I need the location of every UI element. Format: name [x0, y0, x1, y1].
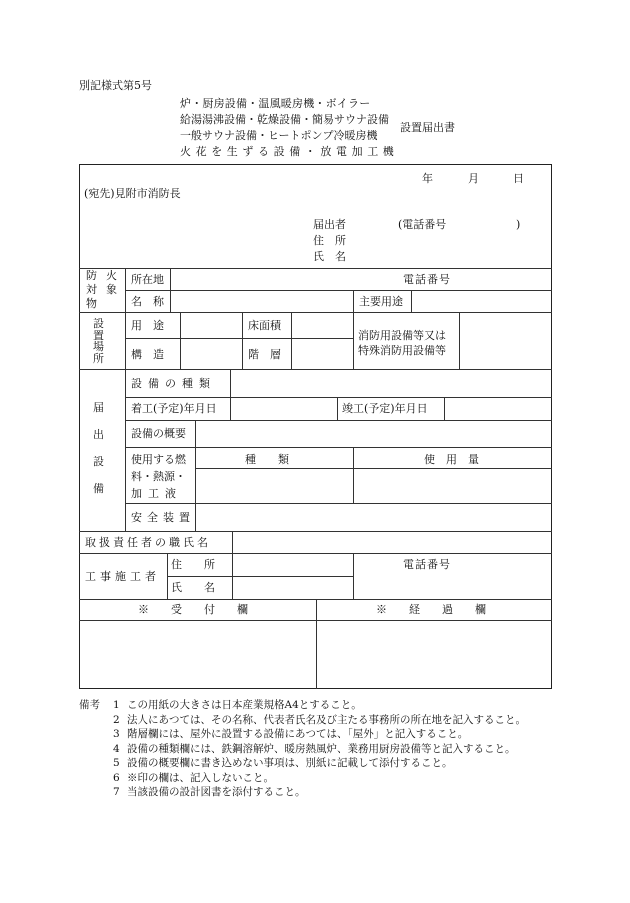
target-name-label: 名 称 — [131, 295, 164, 308]
row-divider — [125, 338, 353, 339]
row-divider — [125, 397, 552, 398]
fire-equipment-label-2: 特殊消防用設備等 — [358, 344, 446, 357]
notifier-name-label: 氏 名 — [313, 250, 346, 263]
col-divider — [444, 397, 445, 420]
note-item: 7 当該設備の設計図書を添付すること。 — [113, 786, 306, 798]
row-divider — [79, 553, 552, 554]
col-divider — [232, 531, 233, 553]
col-divider — [459, 312, 460, 369]
equipment-line-2: 給湯湯沸設備・乾燥設備・簡易サウナ設備 — [180, 113, 389, 126]
note-item: 備考 1 この用紙の大きさは日本産業規格A4とすること。 — [79, 699, 362, 711]
col-divider — [230, 397, 231, 420]
completion-date-label: 竣工(予定)年月日 — [342, 402, 428, 415]
date-year-label: 年 — [422, 172, 433, 185]
target-main-use-label: 主要用途 — [359, 295, 403, 308]
notes — [79, 698, 559, 800]
row-divider — [125, 503, 552, 504]
row-divider — [79, 312, 552, 313]
target-label-3: 物 — [86, 297, 97, 310]
col-divider — [353, 447, 354, 503]
place-floor-label: 階 層 — [248, 348, 281, 361]
contractor-phone-label: 電話番号 — [403, 558, 451, 571]
contractor-name-label: 氏 名 — [171, 581, 215, 594]
place-structure-label: 構 造 — [131, 348, 164, 361]
equipment-line-4: 火花を生ずる設備・放電加工機 — [180, 145, 399, 158]
progress-column-header: ※ 経 過 欄 — [376, 603, 486, 616]
fuel-label-3: 加工液 — [131, 487, 182, 500]
fuel-label-2: 料・熱源・ — [131, 470, 186, 483]
notes-lead: 備考 — [79, 699, 100, 711]
target-location-label: 所在地 — [131, 273, 164, 286]
col-divider — [195, 420, 196, 531]
notifier-label: 届出者 — [313, 218, 346, 231]
addressee: (宛先)見附市消防長 — [84, 187, 181, 200]
col-divider — [125, 268, 126, 531]
col-divider — [316, 599, 317, 689]
row-divider — [125, 420, 552, 421]
note-item: 3 階層欄には、屋外に設置する設備にあつては、「屋外」と記入すること。 — [113, 728, 469, 740]
row-divider — [79, 268, 552, 269]
date-day-label: 日 — [513, 172, 524, 185]
col-divider — [167, 553, 168, 599]
manager-label: 取扱責任者の職氏名 — [85, 536, 211, 549]
row-divider — [195, 468, 552, 469]
target-label-1: 防火 — [86, 269, 126, 282]
date-month-label: 月 — [468, 172, 479, 185]
fuel-usage-header: 使 用 量 — [424, 453, 479, 466]
col-divider — [337, 397, 338, 420]
notifier-phone-close: ) — [516, 218, 521, 231]
row-divider — [79, 369, 552, 370]
note-item: 4 設備の種類欄には、鉄鋼溶解炉、暖房熱風炉、業務用厨房設備等と記入すること。 — [113, 742, 516, 755]
place-label: 設 置 場 所 — [93, 317, 104, 365]
note-item: 6 ※印の欄は、記入しないこと。 — [113, 771, 274, 784]
notifier-address-label: 住 所 — [313, 234, 346, 247]
equipment-line-1: 炉・厨房設備・温風暖房機・ボイラー — [180, 97, 371, 110]
equipment-line-3: 一般サウナ設備・ヒートポンプ冷暖房機 — [180, 129, 378, 142]
target-label-2: 対象 — [86, 283, 126, 296]
col-divider — [411, 290, 412, 312]
safety-device-label: 安全装置 — [131, 511, 195, 524]
col-divider — [170, 268, 171, 312]
target-phone-label: 電話番号 — [403, 273, 451, 286]
equipment-type-label: 設備の種類 — [131, 377, 216, 390]
place-use-label: 用 途 — [131, 319, 164, 332]
fuel-label-1: 使用する燃 — [131, 453, 186, 466]
contractor-label: 工事施工者 — [85, 570, 160, 583]
fire-equipment-label-1: 消防用設備等又は — [358, 329, 446, 342]
col-divider — [232, 553, 233, 599]
col-divider — [291, 312, 292, 369]
col-divider — [353, 553, 354, 599]
col-divider — [230, 369, 231, 397]
form-title: 設置届出書 — [400, 121, 455, 134]
row-divider — [79, 531, 552, 532]
fuel-kind-header: 種 類 — [245, 453, 289, 466]
col-divider — [180, 312, 181, 369]
col-divider — [353, 290, 354, 312]
notification-label: 届 出 設 備 — [93, 401, 104, 495]
note-item: 5 設備の概要欄に書き込めない事項は、別紙に記載して添付すること。 — [113, 757, 453, 769]
start-date-label: 着工(予定)年月日 — [131, 402, 217, 415]
place-floor-area-label: 床面積 — [248, 319, 281, 332]
row-divider — [125, 447, 552, 448]
form-style-label: 別記様式第5号 — [79, 79, 152, 92]
reception-column-header: ※ 受 付 欄 — [138, 603, 248, 616]
overview-label: 設備の概要 — [131, 427, 186, 440]
row-divider — [167, 576, 353, 577]
contractor-address-label: 住 所 — [171, 558, 215, 571]
notifier-phone-label: (電話番号 — [398, 218, 447, 231]
note-item: 2 法人にあつては、その名称、代表者氏名及び主たる事務所の所在地を記入すること。 — [113, 713, 526, 726]
col-divider — [353, 312, 354, 369]
col-divider — [242, 312, 243, 369]
row-divider — [125, 290, 552, 291]
